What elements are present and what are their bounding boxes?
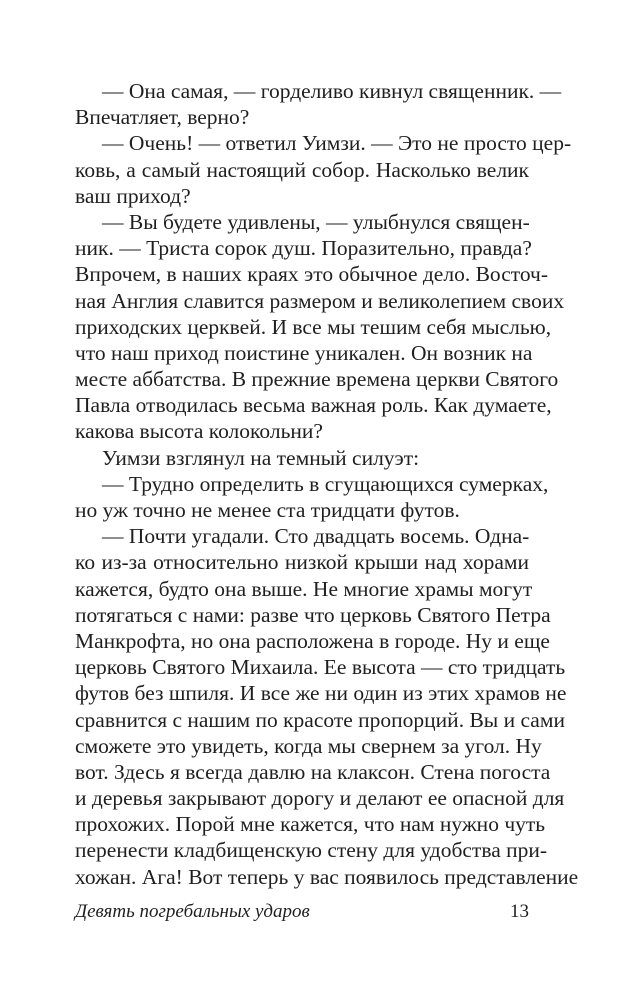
text-line: — Вы будете удивлены, — улыбнулся священ- [102, 209, 530, 234]
text-line: Павла отводилась весьма важная роль. Как думаете, [75, 393, 552, 418]
text-line: какова высота колокольни? [75, 419, 323, 444]
text-line: — Она самая, — горделиво кивнул священник. — [102, 79, 562, 103]
text-line: месте аббатства. В прежние времена церкви Святого [75, 367, 559, 392]
text-line: сравнится с нашим по красоте пропорций. Вы и сами [75, 707, 565, 732]
text-line: ваш приход? [75, 183, 191, 208]
text-line: церковь Святого Михаила. Ее высота — сто тридцать [75, 655, 566, 680]
text-line: Впечатляет, верно? [75, 105, 250, 130]
text-line: прохожих. Порой мне кажется, что нам нужно чуть [75, 812, 546, 837]
text-line: сможете это увидеть, когда мы свернем за угол. Ну [75, 733, 542, 758]
text-line: Впрочем, в наших краях это обычное дело. Восточ- [75, 262, 549, 287]
text-line: приходских церквей. И все мы тешим себя мыслью, [75, 314, 552, 339]
text-line: Уимзи взглянул на темный силуэт: [102, 445, 420, 470]
text-line: Манкрофта, но она расположена в городе. Ну и еще [75, 628, 550, 653]
text-line: хожан. Ага! Вот теперь у вас появилось представление [75, 864, 579, 889]
running-footer [75, 899, 529, 925]
text-line: — Очень! — ответил Уимзи. — Это не просто цер- [102, 131, 572, 156]
body-text [75, 78, 579, 890]
text-line: футов без шпиля. И все же ни один из этих храмов не [75, 681, 567, 706]
text-line: ная Англия славится размером и великолепием своих [75, 288, 565, 313]
book-title: Девять погребальных ударов [75, 901, 310, 922]
text-line: вот. Здесь я всегда давлю на клаксон. Стена погоста [75, 759, 551, 784]
text-line: и деревья закрывают дорогу и делают ее опасной для [75, 786, 565, 811]
text-line: кажется, будто она выше. Не многие храмы могут [75, 576, 533, 601]
text-line: ник. — Триста сорок душ. Поразительно, правда? [75, 236, 532, 261]
text-line: — Трудно определить в сгущающихся сумерках, [102, 471, 549, 496]
text-line: — Почти угадали. Сто двадцать восемь. Одна- [102, 524, 530, 549]
text-line: перенести кладбищенскую стену для удобства при- [75, 838, 548, 863]
text-line: ко из-за относительно низкой крыши над хорами [75, 550, 529, 575]
text-line: ковь, а самый настоящий собор. Насколько велик [75, 157, 529, 182]
text-line: потягаться с нами: разве что церковь Святого Петра [75, 602, 551, 627]
page-number: 13 [510, 901, 529, 922]
text-line: что наш приход поистине уникален. Он возник на [75, 340, 533, 365]
text-line: но уж точно не менее ста тридцати футов. [75, 498, 460, 522]
